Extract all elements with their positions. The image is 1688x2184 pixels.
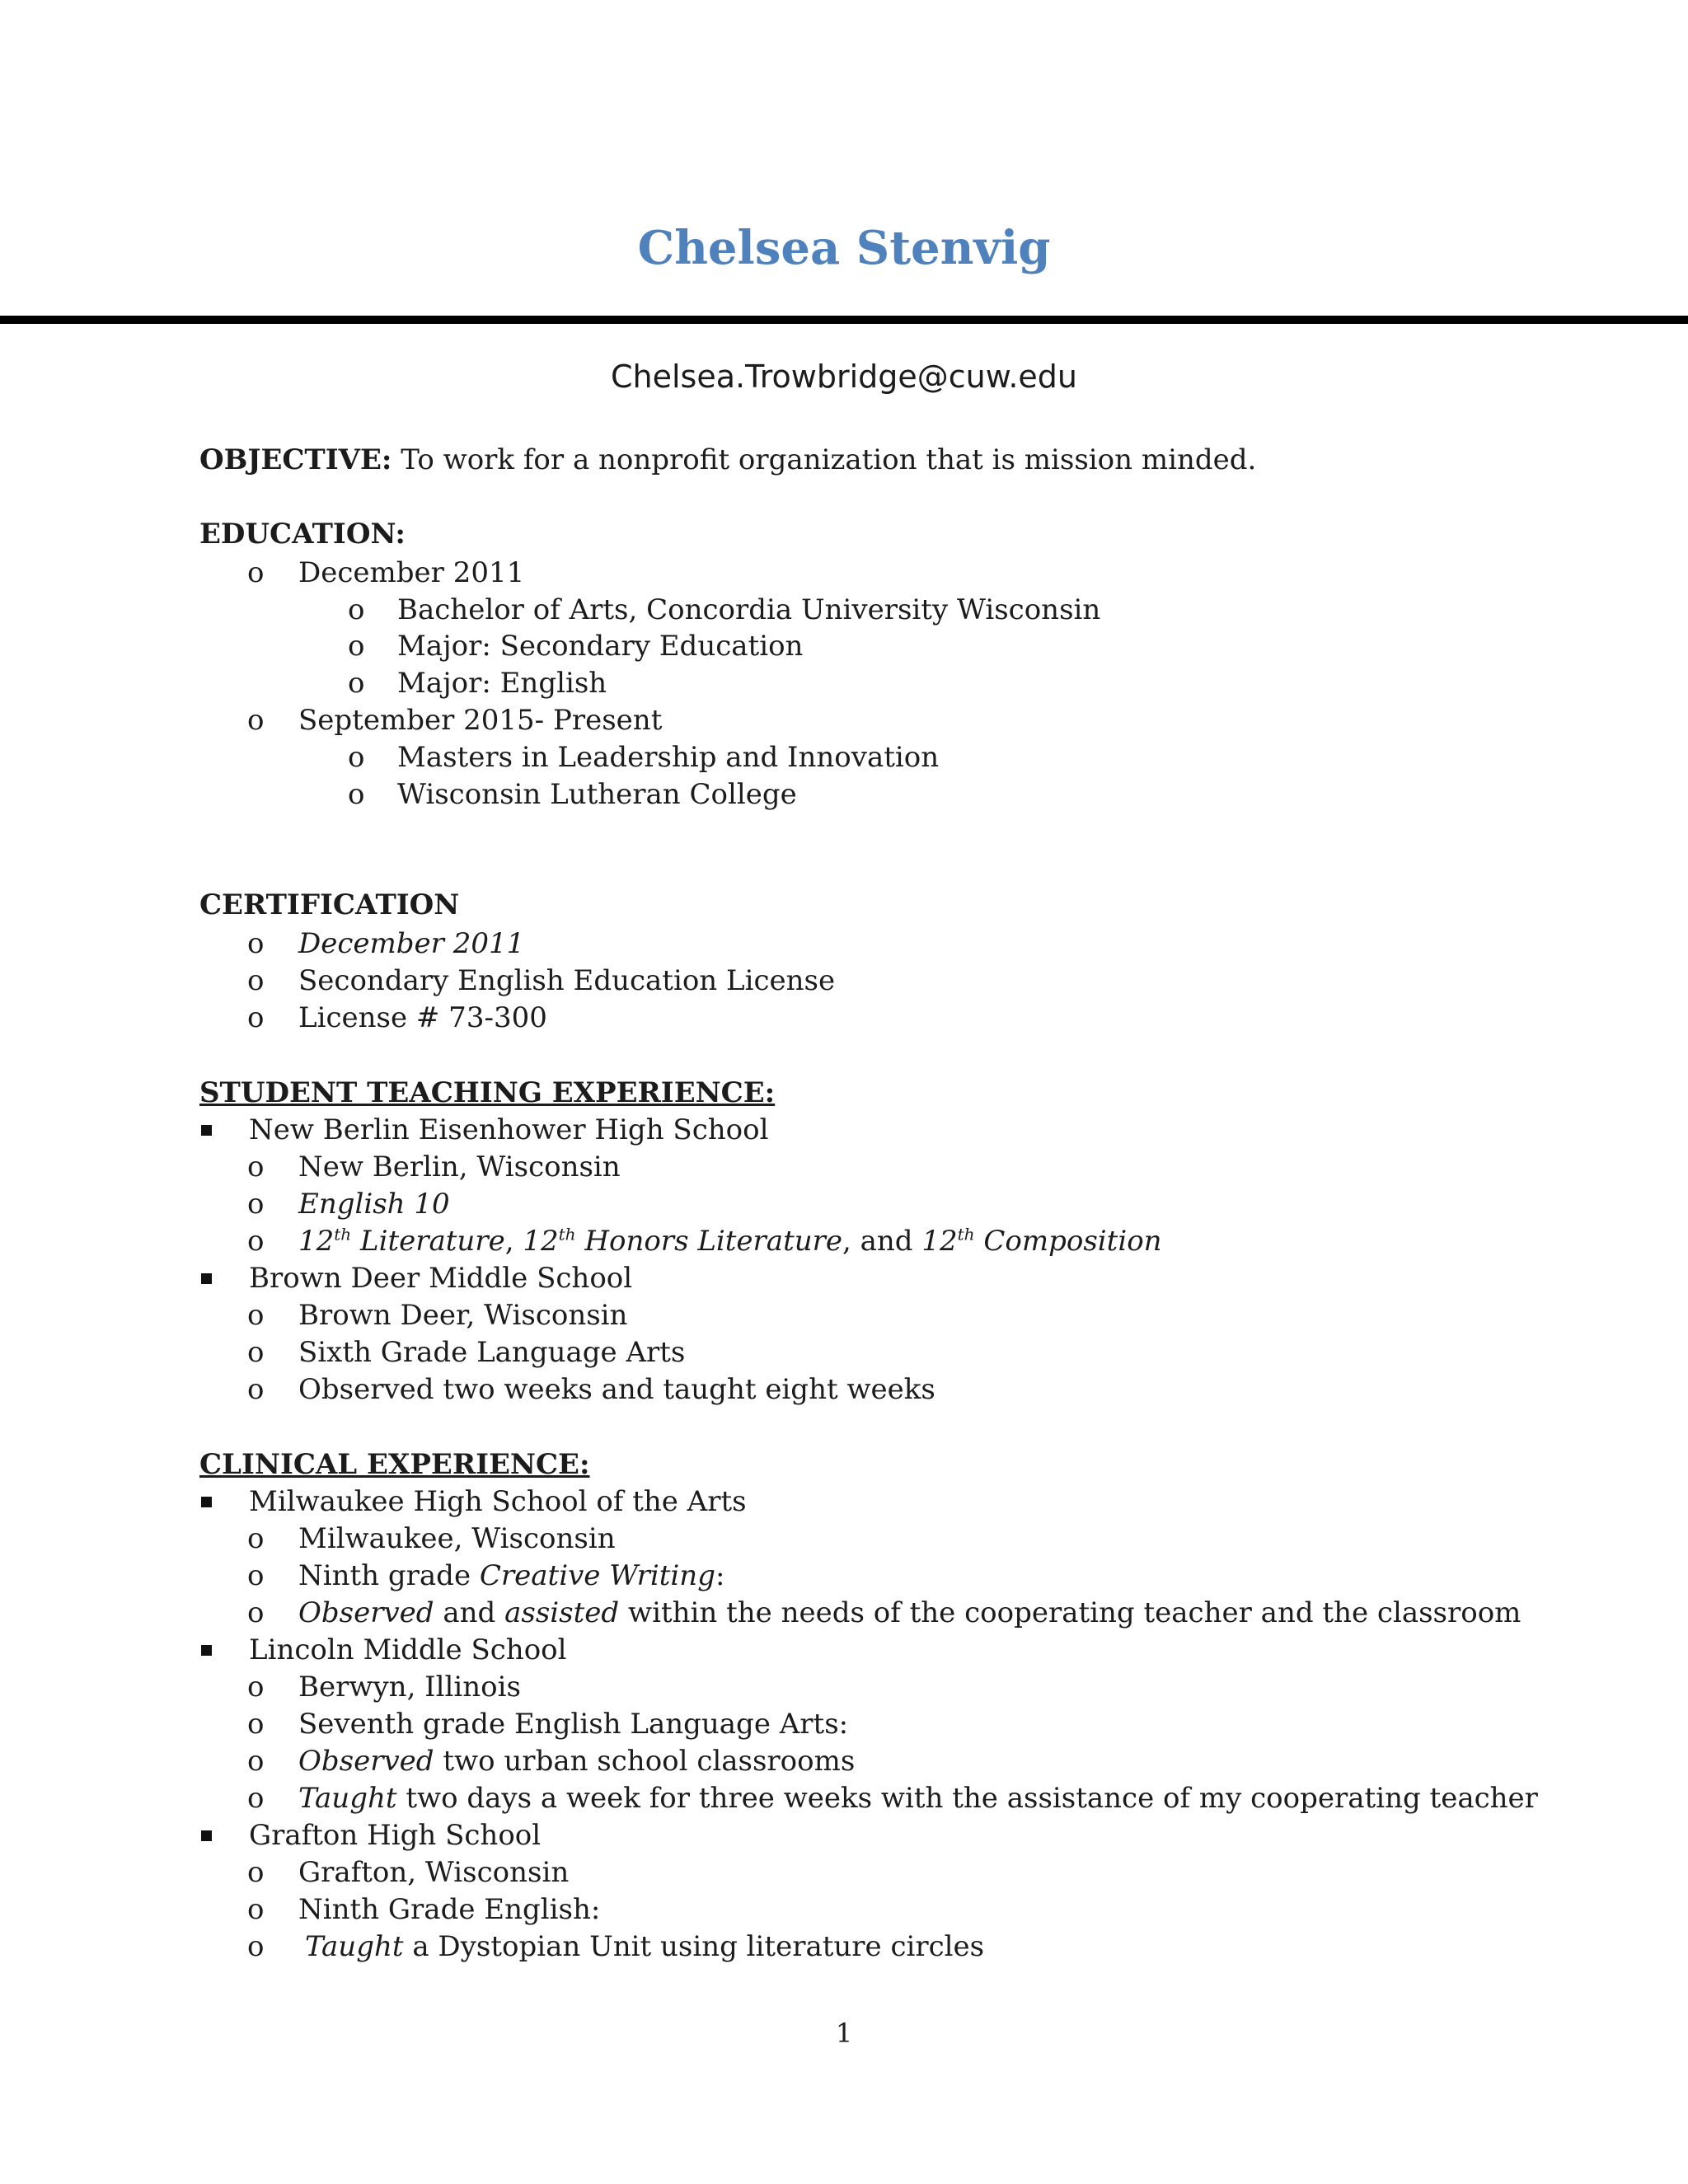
circle-bullet: o (247, 1373, 265, 1406)
school-detail: Ninth Grade English: (298, 1893, 601, 1926)
course-grade: 12 (523, 1225, 559, 1258)
school-name: Milwaukee High School of the Arts (249, 1485, 747, 1518)
resume-name: Chelsea Stenvig (637, 221, 1051, 275)
detail-emphasis: Taught (305, 1930, 404, 1963)
school-detail: Sixth Grade Language Arts (298, 1336, 686, 1369)
school-detail: English 10 (298, 1188, 450, 1221)
circle-bullet: o (247, 1782, 265, 1815)
school-name: Brown Deer Middle School (249, 1262, 633, 1295)
circle-bullet: o (247, 1856, 265, 1889)
course-title: Literature (351, 1225, 505, 1258)
education-subitem: Wisconsin Lutheran College (397, 778, 797, 811)
education-subitem: Major: English (397, 667, 607, 700)
school-detail: Berwyn, Illinois (298, 1671, 521, 1704)
circle-bullet: o (247, 1893, 265, 1926)
certification-heading: CERTIFICATION (199, 888, 460, 921)
circle-bullet: o (247, 1336, 265, 1369)
circle-bullet: o (247, 1596, 265, 1629)
course-grade: 12 (298, 1225, 335, 1258)
clinical-heading: CLINICAL EXPERIENCE: (199, 1448, 590, 1481)
objective-line (199, 443, 1256, 476)
objective-label: OBJECTIVE: (199, 443, 392, 476)
objective-text: To work for a nonprofit organization that is mission minded. (401, 443, 1257, 476)
circle-bullet: o (247, 1745, 265, 1778)
certification-item: Secondary English Education License (298, 964, 836, 997)
detail-text: : (715, 1559, 725, 1592)
circle-bullet: o (247, 1151, 265, 1183)
school-detail (298, 1745, 855, 1778)
detail-emphasis: Creative Writing (479, 1559, 715, 1592)
detail-text: two urban school classrooms (434, 1745, 856, 1778)
detail-text: a Dystopian Unit using literature circles (403, 1930, 985, 1963)
course-title: Honors Literature (575, 1225, 843, 1258)
student-teaching-heading: STUDENT TEACHING EXPERIENCE: (199, 1076, 776, 1109)
detail-text: and (434, 1596, 505, 1629)
detail-emphasis: assisted (504, 1596, 620, 1629)
circle-bullet: o (247, 704, 265, 737)
circle-bullet: o (247, 1930, 265, 1963)
header-divider (0, 316, 1688, 324)
circle-bullet: o (348, 778, 365, 811)
circle-bullet: o (247, 1001, 265, 1034)
certification-item: License # 73-300 (298, 1001, 547, 1034)
course-separator: , (504, 1225, 523, 1258)
detail-emphasis: Taught (298, 1782, 397, 1815)
school-detail: Brown Deer, Wisconsin (298, 1299, 628, 1332)
detail-text: within the needs of the cooperating teacher and the classroom (619, 1596, 1522, 1629)
circle-bullet: o (247, 556, 265, 589)
school-name: Grafton High School (249, 1819, 542, 1852)
circle-bullet: o (247, 1188, 265, 1221)
circle-bullet: o (247, 1671, 265, 1704)
education-item: September 2015- Present (298, 704, 663, 737)
school-name: Lincoln Middle School (249, 1633, 567, 1666)
circle-bullet: o (247, 964, 265, 997)
school-detail (298, 1782, 1538, 1815)
circle-bullet: o (247, 1299, 265, 1332)
square-bullet-icon (201, 1645, 212, 1656)
page-number: 1 (835, 2018, 853, 2049)
circle-bullet: o (247, 927, 265, 960)
circle-bullet: o (348, 593, 365, 626)
circle-bullet: o (247, 1559, 265, 1592)
course-separator: , and (842, 1225, 922, 1258)
square-bullet-icon (201, 1273, 212, 1284)
detail-emphasis: Observed (298, 1745, 434, 1778)
detail-text: Ninth grade (298, 1559, 480, 1592)
email-address[interactable]: Chelsea.Trowbridge@cuw.edu (611, 359, 1077, 395)
school-name: New Berlin Eisenhower High School (249, 1113, 769, 1146)
course-title: Composition (974, 1225, 1162, 1258)
circle-bullet: o (247, 1225, 265, 1258)
school-detail (298, 1596, 1521, 1629)
detail-emphasis: Observed (298, 1596, 434, 1629)
square-bullet-icon (201, 1125, 212, 1136)
education-subitem: Major: Secondary Education (397, 630, 804, 663)
education-item: December 2011 (298, 556, 525, 589)
ordinal-suffix: th (334, 1224, 352, 1244)
school-detail: New Berlin, Wisconsin (298, 1151, 621, 1183)
square-bullet-icon (201, 1497, 212, 1507)
circle-bullet: o (348, 741, 365, 774)
education-heading: EDUCATION: (199, 518, 406, 551)
school-detail: Grafton, Wisconsin (298, 1856, 570, 1889)
course-grade: 12 (921, 1225, 958, 1258)
education-subitem: Bachelor of Arts, Concordia University Wisconsin (397, 593, 1101, 626)
school-detail: Seventh grade English Language Arts: (298, 1708, 849, 1741)
school-detail (298, 1559, 724, 1592)
certification-item: December 2011 (298, 927, 525, 960)
square-bullet-icon (201, 1830, 212, 1841)
education-subitem: Masters in Leadership and Innovation (397, 741, 940, 774)
ordinal-suffix: th (558, 1224, 576, 1244)
circle-bullet: o (348, 630, 365, 663)
school-detail: Milwaukee, Wisconsin (298, 1522, 616, 1555)
course-list (298, 1225, 1162, 1258)
circle-bullet: o (247, 1708, 265, 1741)
circle-bullet: o (348, 667, 365, 700)
detail-text: two days a week for three weeks with the assistance of my cooperating teacher (396, 1782, 1538, 1815)
school-detail: Observed two weeks and taught eight weeks (298, 1373, 935, 1406)
school-detail (305, 1930, 984, 1963)
circle-bullet: o (247, 1522, 265, 1555)
ordinal-suffix: th (957, 1224, 975, 1244)
